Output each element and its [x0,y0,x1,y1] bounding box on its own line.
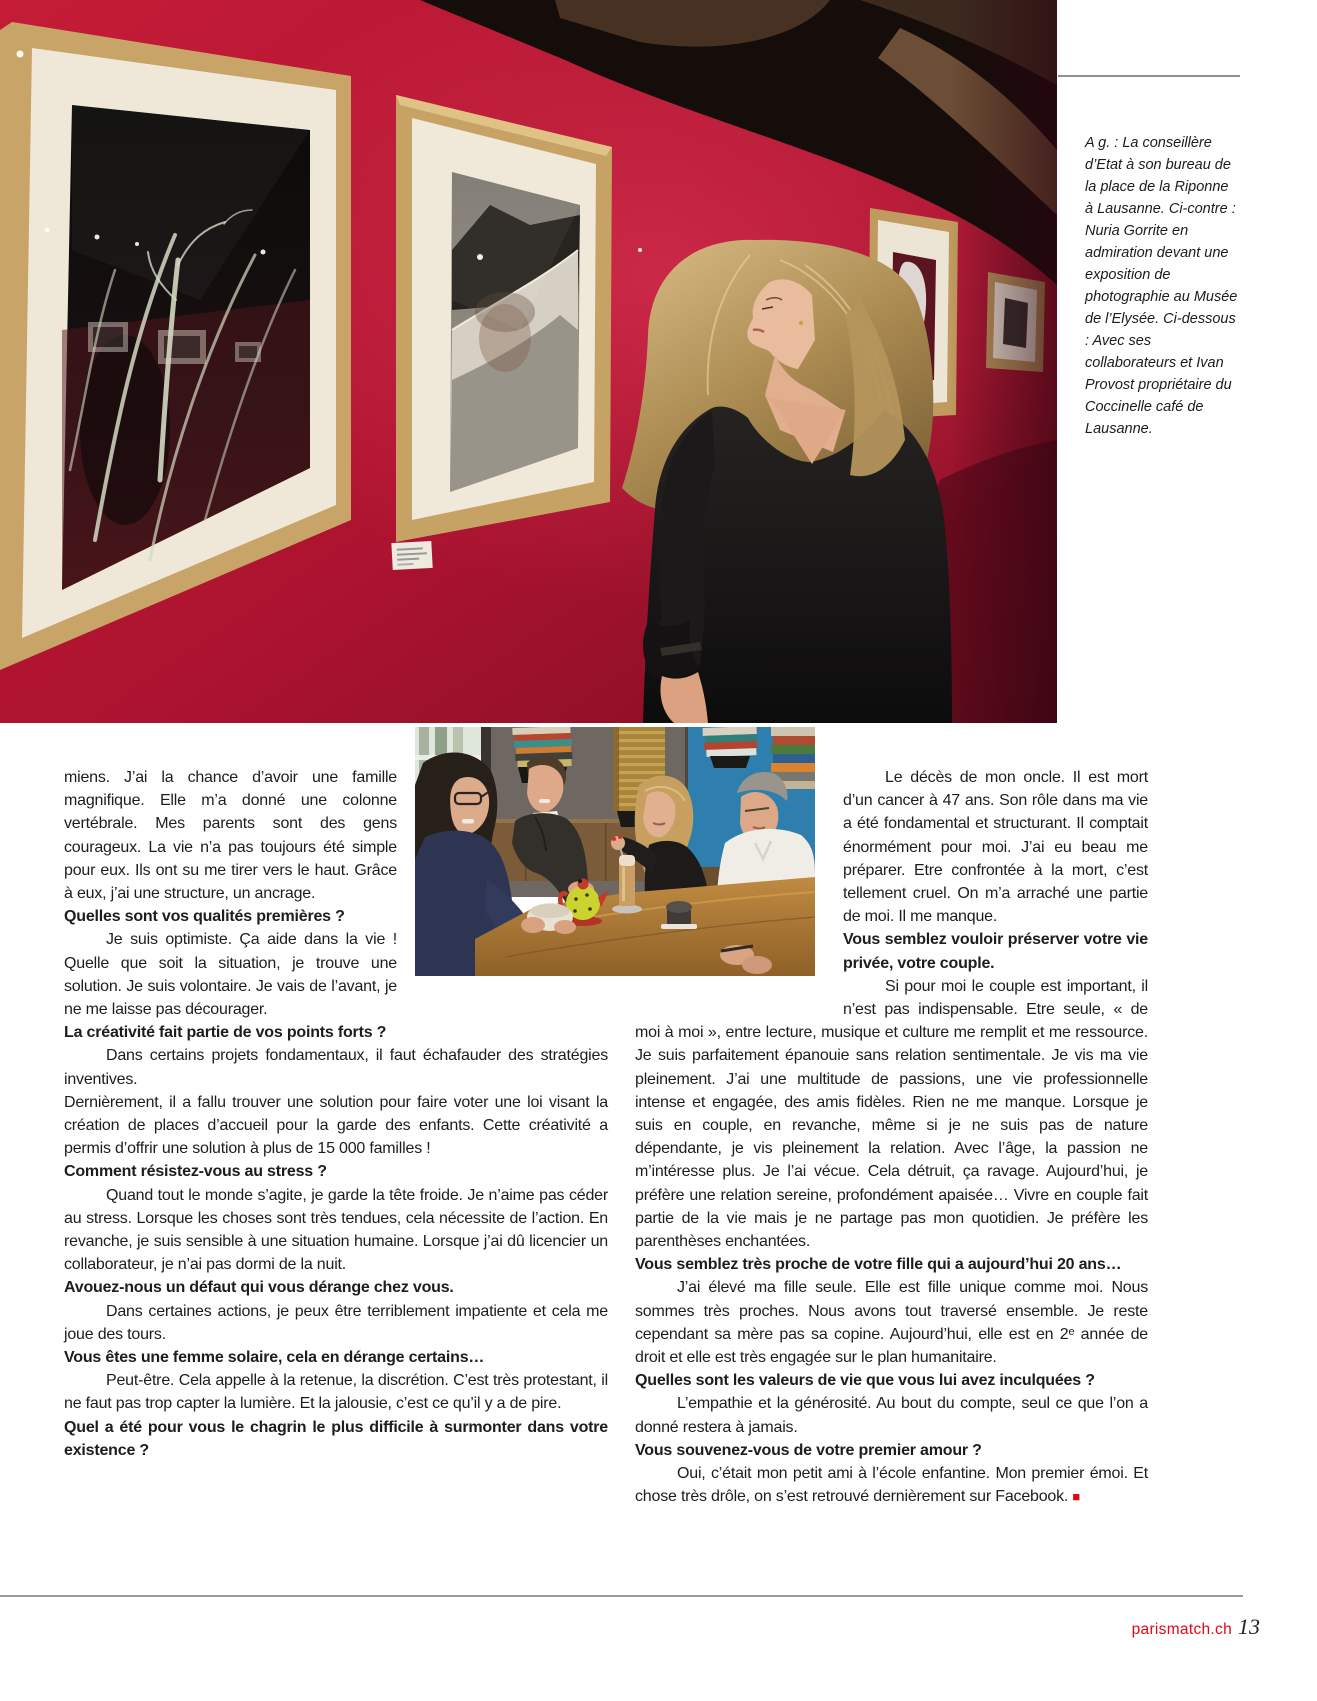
footer-rule [0,1595,1243,1597]
page-footer [1132,1614,1260,1640]
article-column-right [635,766,1148,1509]
answer-text: Oui, c’était mon petit ami à l’école enfantine. Mon premier émoi. Et chose très drôle, on s’est retrouvé dernièrement sur Facebook. [635,1465,1148,1506]
answer: Le décès de mon oncle. Il est mort d’un cancer à 47 ans. Son rôle dans ma vie a été fondamental et structurant. Il comptait énormément pour moi. J’ai eu beau me préparer. Etre confrontée à la mort, c’est tellement cruel. On m’a arraché une partie de moi. Il me manque. [843,769,1148,926]
end-mark: ■ [1072,1489,1081,1505]
answer-continued: miens. J’ai la chance d’avoir une famille magnifique. Elle m’a donné une colonne vertébrale. Mes parents sont des gens courageux. La vie n’a pas toujours été simple pour eux. Ils ont su me tirer vers le haut. Grâce à eux, j’ai une structure, un ancrage. [64,769,397,903]
gallery-photo-image [0,0,1057,723]
answer: L’empathie et la générosité. Au bout du compte, seul ce que l’on a donné restera à jamais. [635,1395,1148,1436]
answer [635,1462,1148,1508]
question: Quelles sont vos qualités premières ? [64,908,345,926]
question: Vous souvenez-vous de votre premier amour ? [635,1441,982,1459]
answer: Dans certains projets fondamentaux, il faut échafauder des stratégies inventives. [64,1047,608,1088]
answer: J’ai élevé ma fille seule. Elle est fille unique comme moi. Nous sommes très proches. Nous avons tout traversé ensemble. Je reste cependant sa mère pas sa copine. Aujourd’hui, elle est en 2ᵉ année de droit et elle est très engagée sur le plan humanitaire. [635,1279,1148,1367]
article-column-left [64,766,608,1462]
page-number: 13 [1238,1614,1260,1639]
question: Vous semblez vouloir préserver votre vie privée, votre couple. [843,931,1148,972]
exhibit-label [391,541,432,570]
framed-artwork-dunes [396,95,612,542]
photo-caption: A g. : La conseillère d’Etat à son bureau de la place de la Riponne à Lausanne. Ci-contre : Nuria Gorrite en admiration devant une exposition de photographie au Musée de l’Elysée. Ci-dessous : Avec ses collaborateurs et Ivan Provost propriétaire du Coccinelle café de Lausanne. [1085,135,1238,437]
answer: Peut-être. Cela appelle à la retenue, la discrétion. C’est très protestant, il ne faut pas trop capter la lumière. Et la jalousie, c’est ce qu’il y a de pire. [64,1372,608,1413]
question: Quel a été pour vous le chagrin le plus difficile à surmonter dans votre existence ? [64,1418,608,1459]
woman-viewing [622,240,952,723]
question: La créativité fait partie de vos points forts ? [64,1024,387,1042]
site-name: parismatch.ch [1131,1621,1232,1638]
gallery-photo [0,0,1057,723]
question: Vous êtes une femme solaire, cela en dérange certains… [64,1349,485,1367]
answer: Je suis optimiste. Ça aide dans la vie ! Quelle que soit la situation, je trouve une solution. Je suis volontaire. Je vais de l’avant, je ne me laisse pas décourager. [64,931,397,1019]
question: Avouez-nous un défaut qui vous dérange chez vous. [64,1279,454,1297]
answer: Dans certaines actions, je peux être terriblement impatiente et cela me joue des tours. [64,1302,608,1343]
earring [799,321,803,325]
caption-rule [1058,75,1240,77]
answer-continued: Dernièrement, il a fallu trouver une solution pour faire voter une loi visant la création de places d’accueil pour la garde des enfants. Cette créativité a permis d’offrir une solution à plus de 15 000 familles ! [64,1093,608,1158]
question: Vous semblez très proche de votre fille qui a aujourd’hui 20 ans… [635,1256,1122,1274]
photo-wrap-spacer [397,766,608,998]
answer: Si pour moi le couple est important, il n’est pas indispensable. Etre seule, « de moi à moi », entre lecture, musique et culture me remplit et me ressource. Je suis parfaitement épanouie sans relation sentimentale. Je vis ma vie pleinement. J’ai une multitude de passions, une vie professionnelle intense et engagée, des amis fidèles. Rien ne me manque. Lorsque je suis en couple, en revanche, même si je ne suis pas de nature dépendante, je vis pleinement la relation. Avec l’âge, la passion ne m’intéresse plus. Je l’ai vécue. Cela détruit, ça ravage. Aujourd’hui, je préfère une relation sereine, profondément apaisée… Vivre en couple fait partie de la vie mais je ne partage pas mon quotidien. Je préfère les parenthèses enchantées. [635,977,1148,1251]
question: Quelles sont les valeurs de vie que vous lui avez inculquées ? [635,1372,1095,1390]
question: Comment résistez-vous au stress ? [64,1163,327,1181]
answer: Quand tout le monde s’agite, je garde la tête froide. Je n’aime pas céder au stress. Lorsque les choses sont très tendues, cela nécessite de l’action. En revanche, je suis sensible à une situation humaine. Lorsque j’ai dû licencier un collaborateur, je n’ai pas dormi de la nuit. [64,1186,608,1274]
photo-wrap-spacer [635,766,843,1004]
